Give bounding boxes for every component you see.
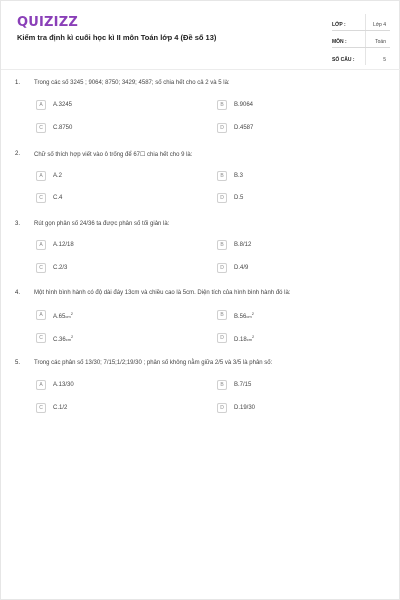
option-b[interactable] <box>217 310 254 320</box>
option-letter-box: B <box>217 171 227 181</box>
option-letter-box: C <box>36 333 46 343</box>
info-value: Toán <box>375 39 386 45</box>
info-label: MÔN : <box>332 39 347 45</box>
option-a[interactable] <box>36 380 74 390</box>
info-row-count <box>332 48 390 65</box>
info-label: LỚP : <box>332 22 346 28</box>
option-letter-box: A <box>36 380 46 390</box>
option-text: C.2/3 <box>53 265 68 271</box>
option-c[interactable] <box>36 193 62 203</box>
question-number: 1. <box>15 80 21 86</box>
option-unit: cm <box>246 313 252 319</box>
option-text <box>234 311 254 320</box>
option-value: A.65 <box>53 313 66 320</box>
option-c[interactable] <box>36 333 73 343</box>
header-divider <box>1 69 400 70</box>
option-text: B.3 <box>234 173 244 179</box>
option-text: A.3245 <box>53 102 73 108</box>
option-a[interactable] <box>36 171 62 181</box>
question-number: 3. <box>15 221 21 227</box>
option-text: C.8750 <box>53 125 73 131</box>
option-b[interactable] <box>217 171 243 181</box>
option-letter-box: B <box>217 310 227 320</box>
option-value: B.56 <box>234 313 247 320</box>
question-text: Chữ số thích hợp viết vào ô trống để 67☐ chia hết cho 9 là: <box>34 152 193 158</box>
option-d[interactable] <box>217 263 248 273</box>
option-text <box>53 334 73 343</box>
question-number: 5. <box>15 360 21 366</box>
option-text: A.2 <box>53 173 63 179</box>
option-text: A.12/18 <box>53 242 74 248</box>
option-text: D.5 <box>234 195 244 201</box>
question-text: Một hình bình hành có độ dài đáy 13cm và chiều cao là 5cm. Diện tích của hình bình hành đó là: <box>34 290 291 296</box>
option-letter-box: B <box>217 380 227 390</box>
question-text: Trong các phân số 13/30; 7/15;1/2;19/30 ; phân số không nằm giữa 2/5 và 3/5 là phân số: <box>34 360 273 366</box>
option-value: D.18 <box>234 336 247 343</box>
option-text: B.9064 <box>234 102 254 108</box>
option-letter-box: C <box>36 263 46 273</box>
option-exponent: 2 <box>71 333 74 339</box>
option-letter-box: D <box>217 193 227 203</box>
option-letter-box: D <box>217 263 227 273</box>
option-text: D.4/9 <box>234 265 249 271</box>
option-text: D.19/30 <box>234 405 256 411</box>
info-value: 5 <box>383 57 386 63</box>
option-text: B.7/15 <box>234 382 252 388</box>
option-b[interactable] <box>217 100 253 110</box>
option-letter-box: D <box>217 333 227 343</box>
option-d[interactable] <box>217 333 254 343</box>
option-exponent: 2 <box>252 333 255 339</box>
option-unit: cm <box>246 336 253 342</box>
option-letter-box: C <box>36 403 46 413</box>
question-text: Trong các số 3245 ; 9064; 8750; 3429; 4587; số chia hết cho cả 2 và 5 là: <box>34 80 230 86</box>
option-unit: cm <box>65 336 72 342</box>
option-text: B.8/12 <box>234 242 252 248</box>
option-letter-box: A <box>36 240 46 250</box>
info-row-subject <box>332 31 390 48</box>
option-letter-box: A <box>36 171 46 181</box>
option-value: C.36 <box>53 336 66 343</box>
option-text: C.1/2 <box>53 405 68 411</box>
option-letter-box: D <box>217 403 227 413</box>
option-letter-box: B <box>217 100 227 110</box>
option-letter-box: C <box>36 193 46 203</box>
option-d[interactable] <box>217 123 253 133</box>
option-letter-box: C <box>36 123 46 133</box>
info-value: Lớp 4 <box>372 22 386 28</box>
option-text <box>53 311 73 320</box>
option-b[interactable] <box>217 380 251 390</box>
option-b[interactable] <box>217 240 251 250</box>
option-d[interactable] <box>217 193 243 203</box>
quizizz-logo: QUIZIZZ <box>17 15 78 30</box>
option-a[interactable] <box>36 240 74 250</box>
option-unit: cm <box>65 313 71 319</box>
option-text: C.4 <box>53 195 63 201</box>
option-text: A.13/30 <box>53 382 74 388</box>
option-d[interactable] <box>217 403 255 413</box>
question-number: 4. <box>15 290 21 296</box>
info-label: SỐ CÂU : <box>332 57 355 63</box>
option-letter-box: A <box>36 100 46 110</box>
option-a[interactable] <box>36 100 72 110</box>
option-letter-box: B <box>217 240 227 250</box>
option-c[interactable] <box>36 263 67 273</box>
option-text <box>234 334 254 343</box>
page-title: Kiểm tra định kì cuối học kì II môn Toán lớp 4 (Đề số 13) <box>17 33 217 42</box>
option-letter-box: A <box>36 310 46 320</box>
option-letter-box: D <box>217 123 227 133</box>
info-table <box>332 14 390 65</box>
option-a[interactable] <box>36 310 73 320</box>
option-c[interactable] <box>36 403 67 413</box>
question-text: Rút gọn phân số 24/36 ta được phân số tối giản là: <box>34 221 170 227</box>
info-row-class <box>332 14 390 31</box>
option-exponent: 2 <box>70 310 73 316</box>
question-number: 2. <box>15 151 21 157</box>
option-c[interactable] <box>36 123 72 133</box>
option-text: D.4587 <box>234 125 254 131</box>
option-exponent: 2 <box>251 310 254 316</box>
